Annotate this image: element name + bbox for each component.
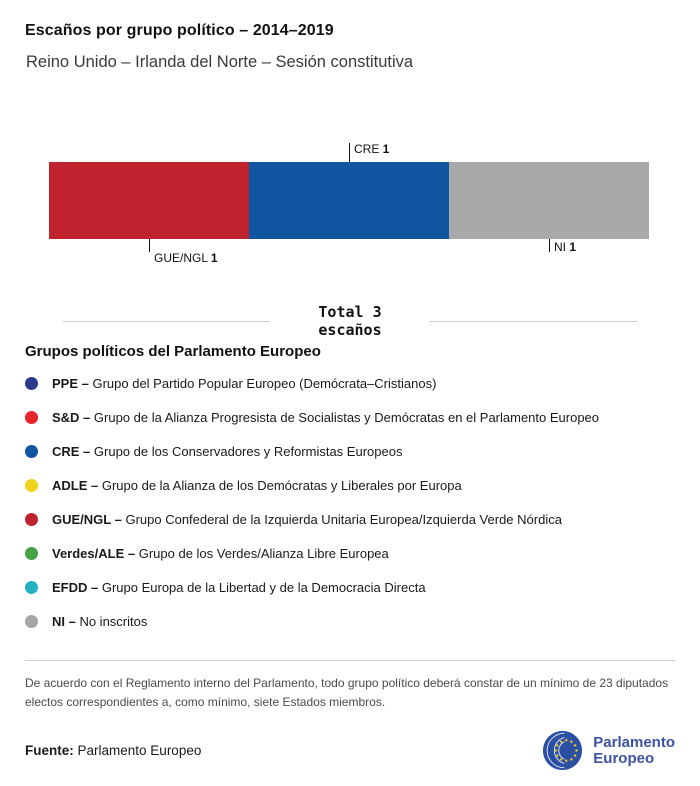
legend-item-gue-ngl bbox=[25, 502, 675, 536]
segment-tick bbox=[349, 143, 350, 162]
legend-item-cre bbox=[25, 434, 675, 468]
page-title: Escaños por grupo político – 2014–2019 bbox=[25, 22, 334, 39]
total-seats-label bbox=[270, 303, 429, 339]
bar-segment-cre bbox=[249, 162, 449, 239]
total-line2: escaños bbox=[318, 321, 382, 339]
source-value: Parlamento Europeo bbox=[77, 743, 202, 759]
legend-item-label: NI – No inscritos bbox=[52, 613, 148, 629]
ep-logo-text bbox=[593, 735, 675, 767]
legend-color-dot bbox=[25, 581, 38, 594]
legend-color-dot bbox=[25, 479, 38, 492]
page-subtitle: Reino Unido – Irlanda del Norte – Sesión constitutiva bbox=[26, 53, 414, 71]
legend-item-s-d bbox=[25, 400, 675, 434]
legend-item-adle bbox=[25, 468, 675, 502]
legend-item-verdes-ale bbox=[25, 536, 675, 570]
segment-label-text: NI 1 bbox=[554, 240, 577, 254]
labels-below bbox=[49, 239, 649, 267]
total-rule-left bbox=[63, 321, 270, 322]
legend-item-label: EFDD – Grupo Europa de la Libertad y de la Democracia Directa bbox=[52, 579, 426, 595]
header bbox=[0, 0, 700, 72]
legend-item-label: Verdes/ALE – Grupo de los Verdes/Alianza Libre Europea bbox=[52, 545, 389, 561]
legend bbox=[25, 343, 675, 638]
segment-label-text: GUE/NGL 1 bbox=[154, 251, 218, 265]
ep-logo-line2: Europeo bbox=[593, 749, 655, 767]
legend-color-dot bbox=[25, 377, 38, 390]
legend-item-label: S&D – Grupo de la Alianza Progresista de Socialistas y Demócratas en el Parlamento Europeo bbox=[52, 409, 600, 425]
seats-chart bbox=[49, 140, 649, 267]
total-line1: Total 3 bbox=[318, 303, 382, 321]
legend-color-dot bbox=[25, 615, 38, 628]
total-seats bbox=[63, 303, 637, 339]
bar-segment-ni bbox=[449, 162, 649, 239]
labels-above bbox=[49, 140, 649, 162]
segment-tick bbox=[549, 239, 550, 252]
legend-color-dot bbox=[25, 411, 38, 424]
source-label: Fuente: bbox=[25, 743, 74, 759]
divider bbox=[25, 660, 675, 661]
legend-item-ppe bbox=[25, 366, 675, 400]
footnote: De acuerdo con el Reglamento interno del Parlamento, todo grupo político deberá constar de un mínimo de 23 diputados electos correspondientes a, como mínimo, siete Estados miembros. bbox=[25, 676, 669, 710]
legend-heading: Grupos políticos del Parlamento Europeo bbox=[25, 343, 321, 360]
legend-color-dot bbox=[25, 445, 38, 458]
seat-bar bbox=[49, 162, 649, 239]
ep-logo bbox=[542, 730, 675, 771]
segment-label-text: CRE 1 bbox=[354, 142, 390, 156]
total-rule-right bbox=[430, 321, 637, 322]
legend-item-label: ADLE – Grupo de la Alianza de los Demócratas y Liberales por Europa bbox=[52, 477, 462, 493]
legend-item-label: GUE/NGL – Grupo Confederal de la Izquierda Unitaria Europea/Izquierda Verde Nórdica bbox=[52, 511, 562, 527]
legend-list bbox=[25, 366, 675, 638]
legend-item-efdd bbox=[25, 570, 675, 604]
footer bbox=[25, 730, 675, 771]
ep-logo-line1: Parlamento bbox=[593, 733, 675, 751]
legend-color-dot bbox=[25, 547, 38, 560]
legend-color-dot bbox=[25, 513, 38, 526]
bar-segment-gue-ngl bbox=[49, 162, 249, 239]
segment-tick bbox=[149, 239, 150, 252]
legend-item-ni bbox=[25, 604, 675, 638]
ep-emblem-icon bbox=[542, 730, 583, 771]
source bbox=[25, 743, 201, 758]
legend-item-label: PPE – Grupo del Partido Popular Europeo (Demócrata–Cristianos) bbox=[52, 375, 437, 391]
legend-item-label: CRE – Grupo de los Conservadores y Reformistas Europeos bbox=[52, 443, 403, 459]
